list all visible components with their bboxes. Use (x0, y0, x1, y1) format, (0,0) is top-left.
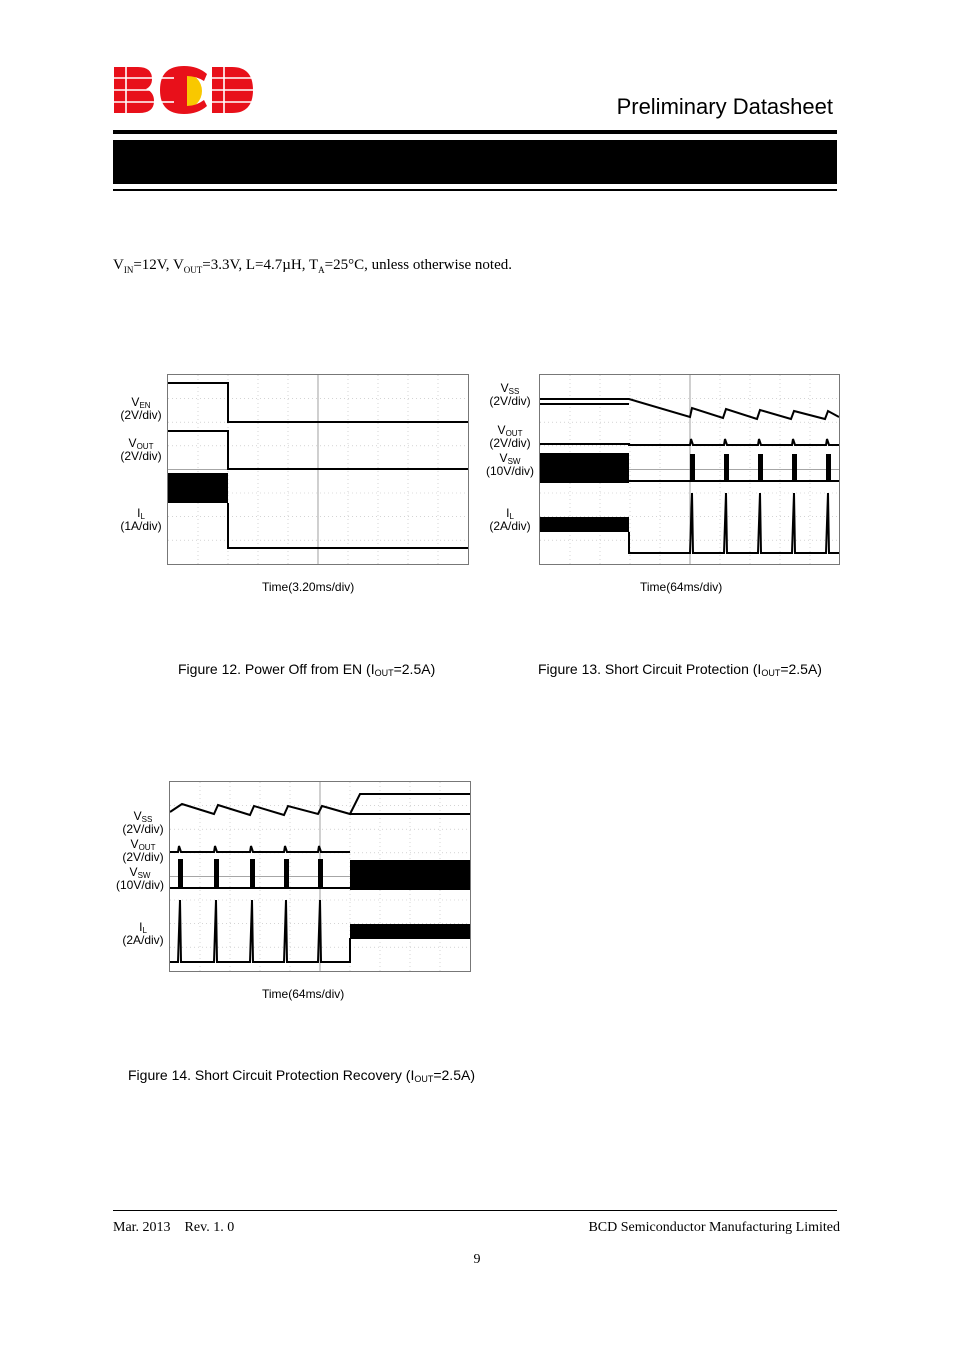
doc-type: Preliminary Datasheet (616, 94, 833, 119)
fig14-ch3-label: $V_{SW}$ (10V/div) (115, 865, 165, 892)
fig14-time-label: Time(64ms/div) (262, 987, 345, 1001)
fig12-ch1-label: $V_{EN}$ (2V/div) (120, 395, 162, 422)
fig12-scope (167, 374, 469, 565)
fig12-time-label: Time(3.20ms/div) (262, 580, 355, 594)
fig14-scope (169, 781, 471, 972)
fig13-ch3-label: $V_{SW}$ (10V/div) (485, 451, 535, 478)
test-conditions: $V_{IN}=12V$, $V_{OUT}=3.3V$, L=4.7µH, $T_A=25^\circ C$, unless otherwise noted. (113, 257, 512, 275)
header-rule-bottom (113, 189, 837, 191)
fig13-caption: Figure 13. Short Circuit Protection $(I_{OUT}=2.5A)$ (538, 661, 822, 678)
header-black-bar (113, 140, 837, 184)
header-rule-top (113, 130, 837, 134)
fig13-ch4-label: $I_L$ (2A/div) (489, 506, 531, 533)
page-number: 9 (473, 1252, 481, 1267)
fig12-ch3-label: $I_L$ (1A/div) (120, 506, 162, 533)
fig13-scope (539, 374, 840, 565)
fig13-ch1-label: $V_{SS}$ (2V/div) (489, 381, 531, 408)
fig14-ch2-label: $V_{OUT}$ (2V/div) (122, 837, 164, 864)
fig12-ch2-label: $V_{OUT}$ (2V/div) (120, 436, 162, 463)
fig12-caption: Figure 12. Power Off from EN $(I_{OUT}=2.5A)$ (178, 661, 436, 678)
fig13-ch2-label: $V_{OUT}$ (2V/div) (489, 423, 531, 450)
fig14-ch1-label: $V_{SS}$ (2V/div) (122, 809, 164, 836)
footer-date-rev: Mar. 2013 Rev. 1. 0 (113, 1220, 235, 1235)
footer-rule (113, 1210, 837, 1211)
fig13-time-label: Time(64ms/div) (640, 580, 723, 594)
fig14-caption: Figure 14. Short Circuit Protection Recovery $(I_{OUT}=2.5A)$ (128, 1067, 475, 1084)
footer-company: BCD Semiconductor Manufacturing Limited (588, 1220, 840, 1235)
fig14-ch4-label: $I_L$ (2A/div) (122, 920, 164, 947)
company-logo (112, 62, 257, 118)
